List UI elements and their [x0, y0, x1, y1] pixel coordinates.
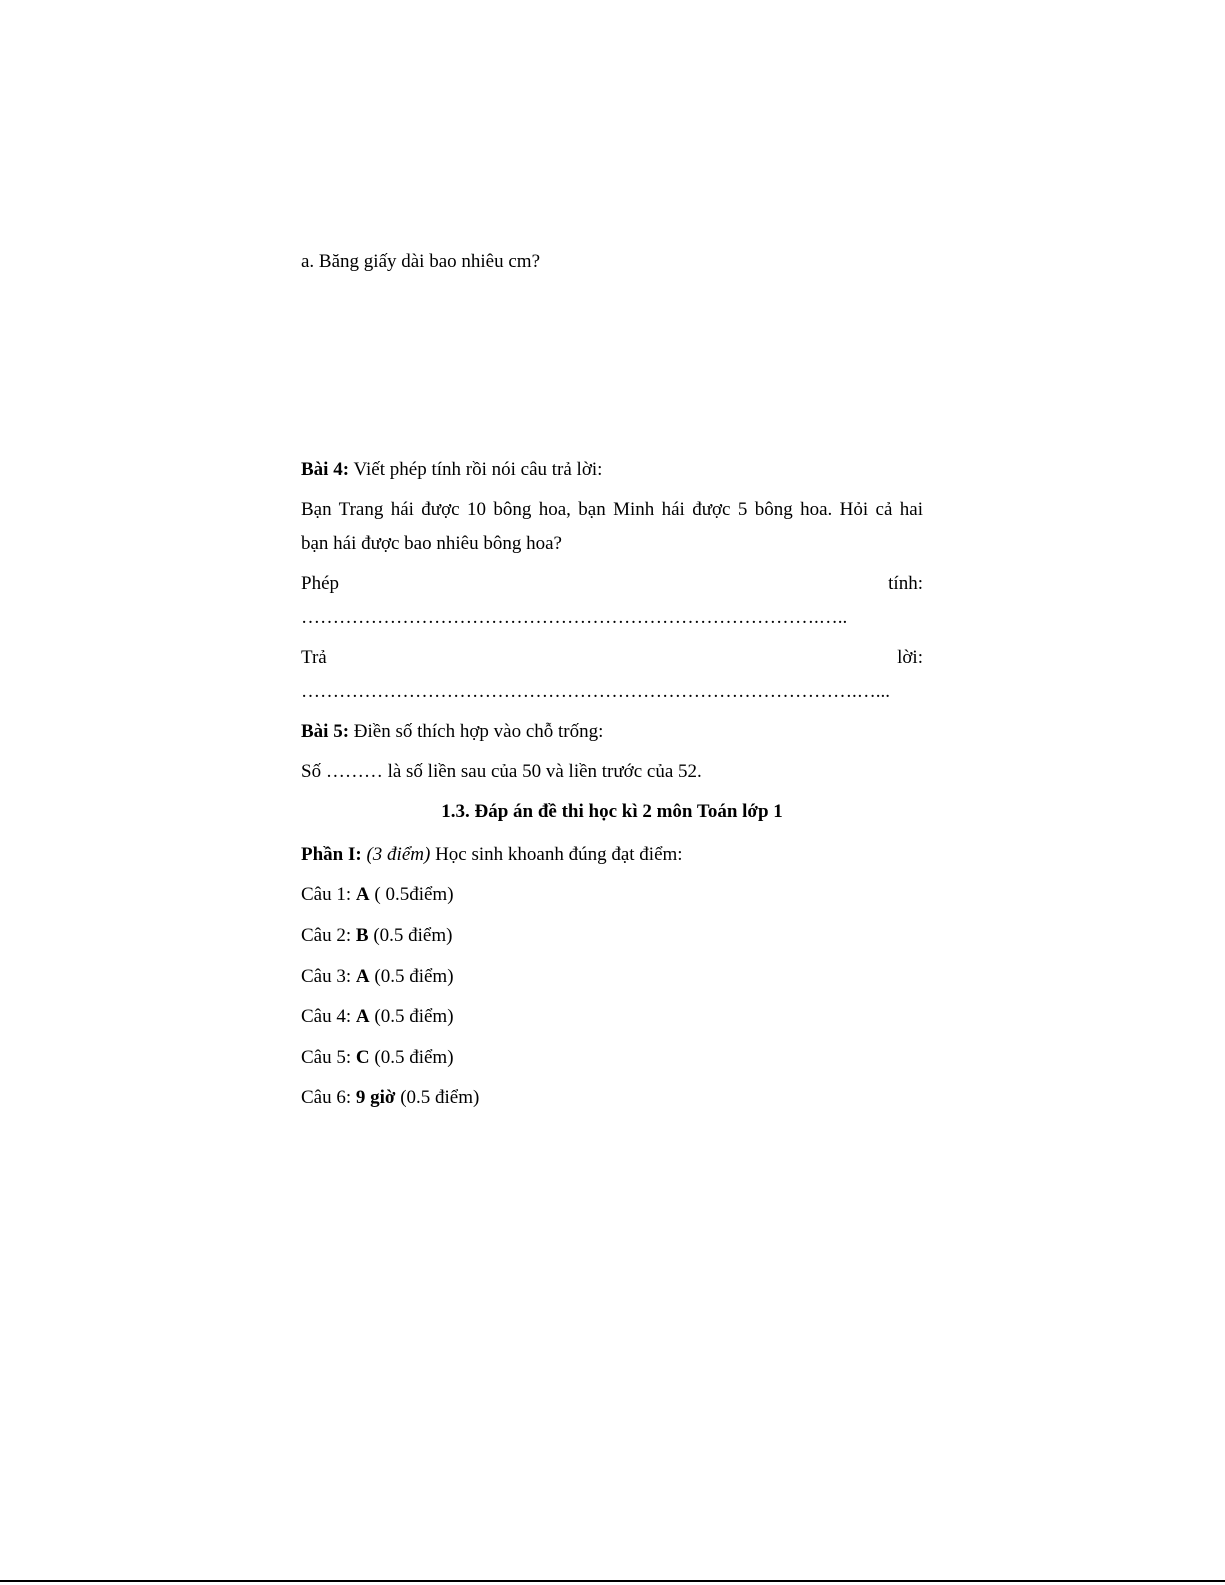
part1-text: Học sinh khoanh đúng đạt điểm: — [430, 844, 683, 865]
answer-item — [301, 883, 923, 907]
answer-item — [301, 1005, 923, 1029]
answer-item-suffix: (0.5 điểm) — [368, 925, 453, 946]
part1-line — [301, 843, 923, 867]
answer-item-suffix: (0.5 điểm) — [369, 966, 454, 987]
answer-item-suffix: (0.5 điểm) — [369, 1047, 454, 1068]
answer-item — [301, 924, 923, 948]
answer-item-prefix: Câu 4: — [301, 1006, 356, 1027]
calc-right-label: tính: — [888, 573, 923, 594]
calc-left-label: Phép — [301, 573, 339, 594]
bai4-heading — [301, 458, 923, 482]
bai4-title: Viết phép tính rồi nói câu trả lời: — [349, 459, 603, 480]
answer-item-suffix: ( 0.5điểm) — [369, 884, 454, 905]
calc-dots-line — [301, 606, 923, 630]
answer-item-answer: A — [355, 966, 370, 987]
bai4-problem-line1 — [301, 498, 923, 522]
answer-item — [301, 1086, 923, 1110]
answer-item-answer: 9 giờ — [355, 1087, 396, 1108]
answer-item-answer: B — [355, 925, 369, 946]
answer-key-heading — [301, 800, 923, 824]
bai5-sentence — [301, 760, 923, 784]
answer-item — [301, 1046, 923, 1070]
answer-left-label: Trả — [301, 647, 327, 668]
answer-key-heading-text: 1.3. Đáp án đề thi học kì 2 môn Toán lớp 1 — [441, 801, 783, 822]
bai4-problem-text-1: Bạn Trang hái được 10 bông hoa, bạn Minh hái được 5 bông hoa. Hỏi cả hai — [301, 499, 923, 520]
answer-item-answer: A — [355, 884, 370, 905]
bai5-heading — [301, 720, 923, 744]
answer-item-suffix: (0.5 điểm) — [395, 1087, 480, 1108]
answer-item-prefix: Câu 2: — [301, 925, 356, 946]
calc-row — [301, 572, 923, 596]
bai5-title: Điền số thích hợp vào chỗ trống: — [349, 721, 604, 742]
answer-item-prefix: Câu 1: — [301, 884, 356, 905]
bai5-sentence-text: Số ……… là số liền sau của 50 và liền trước của 52. — [301, 761, 702, 782]
answer-item-prefix: Câu 5: — [301, 1047, 356, 1068]
answer-dots: …………………………………………………………………………….…... — [301, 681, 890, 702]
bottom-border — [0, 1580, 1225, 1582]
answer-dots-line — [301, 680, 923, 704]
answer-item-prefix: Câu 6: — [301, 1087, 356, 1108]
answer-item-answer: A — [355, 1006, 370, 1027]
calc-dots: ……………………………………………………………………….….. — [301, 607, 848, 628]
bai4-label: Bài 4: — [301, 459, 350, 480]
answer-item-suffix: (0.5 điểm) — [369, 1006, 454, 1027]
part1-points: (3 điểm) — [366, 844, 431, 865]
question-a-text: a. Băng giấy dài bao nhiêu cm? — [301, 251, 541, 272]
bai4-problem-line2 — [301, 532, 923, 556]
part1-label: Phần I: — [301, 844, 362, 865]
answer-item-prefix: Câu 3: — [301, 966, 356, 987]
answer-item — [301, 965, 923, 989]
answer-right-label: lời: — [897, 647, 923, 668]
question-a — [301, 250, 923, 274]
answer-item-answer: C — [355, 1047, 370, 1068]
bai5-label: Bài 5: — [301, 721, 350, 742]
answer-row — [301, 646, 923, 670]
bai4-problem-text-2: bạn hái được bao nhiêu bông hoa? — [301, 533, 562, 554]
